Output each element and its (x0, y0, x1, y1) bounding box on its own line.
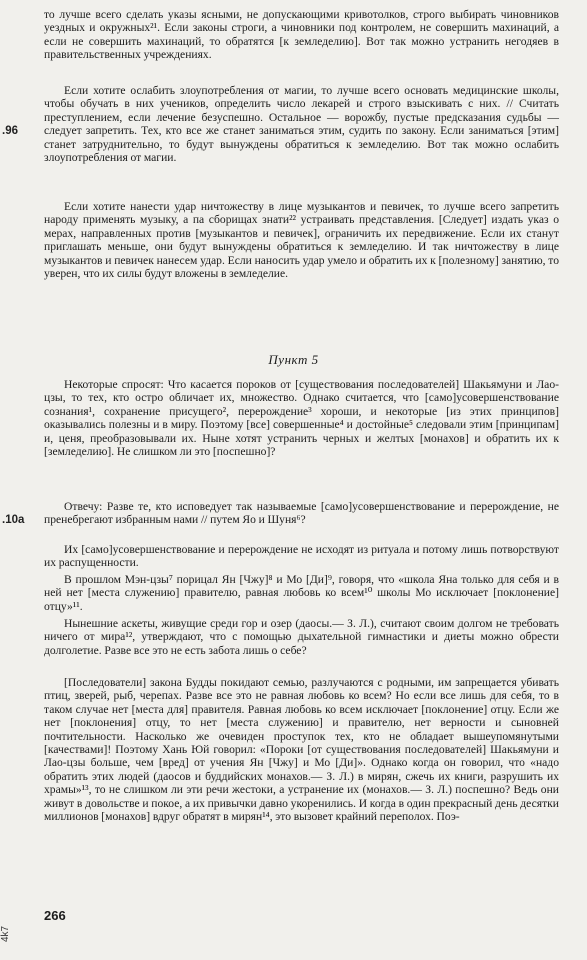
paragraph-8-block (44, 617, 559, 657)
paragraph-6: Их [само]усовершенствование и перерождение не исходят из ритуала и потому лишь потворствуют их распущенности. (44, 543, 559, 570)
paragraph-6-block (44, 543, 559, 570)
paragraph-8: Нынешние аскеты, живущие среди гор и озер (даосы.— З. Л.), считают своим долгом не требовать ничего от мира¹², утверждают, что с помощью дыхательной гимнастики и диеты можно обрести долголетие. Разве все это не есть забота лишь о себе? (44, 617, 559, 657)
page-number: 266 (44, 908, 66, 923)
margin-number-first: .96 (2, 125, 18, 137)
paragraph-5-block (44, 500, 559, 527)
paragraph-5: Отвечу: Разве те, кто исповедует так называемые [само]усовершенствование и перерождение, не пренебрегают избранным нами // путем Яо и Шуня⁶? (44, 500, 559, 527)
paragraph-1: то лучше всего сделать указы ясными, не допускающими кривотолков, строго выбирать чиновников уездных и окружных²¹. Если законы строги, а чиновники под контролем, не совершить махинаций, а если не совершить махинаций, то обратятся [к земледелию]. Вот так можно устранить негодяев в правительственных учреждениях. (44, 8, 559, 62)
margin-number-second: .10a (2, 514, 25, 526)
paragraph-7-block (44, 573, 559, 613)
paragraph-7: В прошлом Мэн-цзы⁷ порицал Ян [Чжу]⁸ и Мо [Ди]⁹, говоря, что «школа Яна только для себя и в ней нет [места служению] правителю, равная любовь ко всем¹⁰ школы Мо исключает [поклонение] отцу»¹¹. (44, 573, 559, 613)
paragraph-9: [Последователи] закона Будды покидают семью, разлучаются с родными, им запрещается убивать птиц, зверей, рыб, черепах. Разве все это не равная любовь ко всем? Но если все лишь для себя, то в таком случае нет [места для] правителя. Равная любовь ко всем исключает [поклонение] отцу. Если же нет [поклонения] отцу, то нет [места служению] и правителю, нет верности и сыновней почтительности. Насколько же очевиден проступок тех, кто не обладает вышеупомянутыми [качествами]! Поэтому Хань Юй говорил: «Пороки [от существования последователей] Шакьямуни и Лао-цзы больше, чем [вред] от учения Ян [Чжу] и Мо [Ди]». Однако когда он говорил, что «надо обратить этих людей (даосов и буддийских монахов.— З. Л.) в мирян, сжечь их книги, разрушить их храмы»¹³, то не слишком ли эти речи жестоки, а устранение их (монахов.— З. Л.) поспешно? Ведь они живут в довольстве и покое, а их привычки давно укоренились. И когда в один прекрасный день десятки миллионов [монахов] вдруг обратят в мирян¹⁴, это вызовет крайний переполох. Поэ- (44, 676, 559, 824)
paragraph-1-block (44, 8, 559, 62)
paragraph-4-block (44, 378, 559, 458)
paragraph-3-block (44, 200, 559, 280)
paragraph-9-block (44, 676, 559, 823)
section-heading: Пункт 5 (268, 352, 319, 367)
paragraph-2-block (44, 84, 559, 164)
page-edge-mark: 4k7 (0, 925, 11, 942)
paragraph-3: Если хотите нанести удар ничтожеству в лице музыкантов и певичек, то лучше всего запретить народу применять музыку, а па сборищах знати²² устраивать представления. [Следует] издать указ о мерах, направленных против [музыкантов и певичек], ограничить их передвижение. Если их станут приглашать меньше, они будут вынуждены обратиться к земледелию. И так ничтожеству в лице музыкантов и певичек нанесем удар. Если наносить удар умело и обратить их к [полезному] занятию, то уверен, что их силы будут вложены в земледелие. (44, 200, 559, 281)
paragraph-4: Некоторые спросят: Что касается пороков от [существования последователей] Шакьямуни и Лао-цзы, то тех, кто остро обличает их, множество. Однако считается, что [само]усовершенствование сознания¹, сохранение присущего², перерождение³ хороши, и некоторые [из этих принципов] оказывались полезны и в миру. Поэтому [все] совершенные⁴ и достойные⁵ следовали этим [принципам] и, ценя, преобразовывали их. Ныне хотят устранить черных и желтых [монахов] и обратить их к [земледелию]. Не слишком ли это [поспешно]? (44, 378, 559, 459)
paragraph-2: Если хотите ослабить злоупотребления от магии, то лучше всего основать медицинские школы, чтобы обучать в них учеников, определить число лекарей и строго взыскивать с них. // Считать преступлением, если лечение безуспешно. Остальное — ворожбу, пустые предсказания судьбы — следует запретить. Тех, кто все же станет заниматься этим, судить по закону. Если заниматься [этим] станет затруднительно, то будут вынуждены обратиться к земледелию. Вот так можно ослабить злоупотребления от магии. (44, 84, 559, 165)
